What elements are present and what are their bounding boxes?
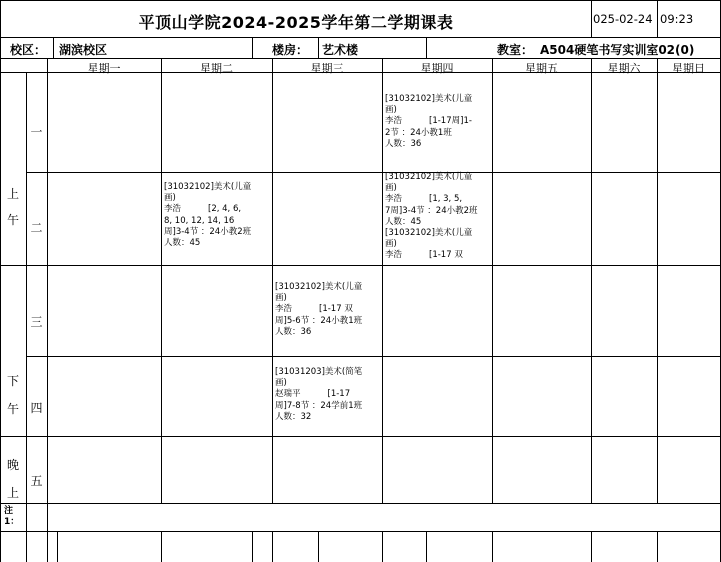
course-line: 画) [275,378,287,389]
course-line: 李浩 [1-17 双 [275,304,353,315]
period-afternoon-1: 下 [6,374,19,388]
page-title: 平顶山学院2024-2025学年第二学期课表 [138,13,454,32]
course-line: 李浩 [1-17 双 [385,250,463,261]
day-header-sat: 星期六 [607,62,641,75]
course-line: 7周]3-4节 ：24小教2班 [385,205,478,216]
course-line: 画) [275,293,287,304]
course-line: 人数：36 [385,138,422,149]
period-afternoon-2: 午 [6,402,19,416]
day-header-mon: 星期一 [87,62,121,75]
day-header-sun: 星期日 [672,62,705,75]
course-line: [31032102]美术(儿童 [164,182,252,192]
course-line: [31032102]美术(儿童 [275,282,363,292]
course-line: 周]7-8节 ：24学前1班 [275,400,363,411]
day-header-thu: 星期四 [420,62,454,75]
room-value: A504硬笔书写实训室02(0) [540,43,695,57]
section-4: 四 [30,401,43,415]
course-line: 画) [164,193,176,204]
course-line: 8, 10, 12, 14, 16 [164,215,235,226]
campus-value: 湖滨校区 [59,43,108,57]
note-label [4,506,19,528]
course-line: 周]5-6节 ：24小教1班 [275,315,363,326]
section-1: 一 [30,125,43,139]
course-line: 周]3-4节 ：24小教2班 [164,226,252,237]
course-line: [31032102]美术(儿童 [385,228,473,239]
room-label: 教室： [497,43,534,57]
course-line: 李浩 [1, 3, 5, [385,194,463,205]
building-value: 艺术楼 [322,43,359,57]
course-cell-wed-4 [273,366,382,436]
course-cell-tue-2 [162,181,272,265]
course-line: 画) [385,183,397,194]
course-line: 画) [385,239,397,250]
course-line: 赵瑞平 [1-17 [275,389,351,400]
period-morning-1: 上 [6,187,19,201]
course-line: [31032102]美术(儿童 [385,94,473,104]
day-header-fri: 星期五 [525,62,558,75]
print-time: 09:23 [660,12,694,26]
section-5: 五 [30,474,43,488]
print-date: 025-02-24 [593,12,653,26]
day-header-tue: 星期二 [200,62,233,75]
course-line: [31031203]美术(简笔 [275,367,363,377]
note-label-line-1: 注 [4,506,14,516]
section-3: 三 [30,315,43,329]
course-line: 人数：32 [275,411,312,422]
period-morning-2: 午 [6,213,19,227]
period-evening-2: 上 [6,486,19,500]
course-cell-wed-3 [273,281,382,356]
course-line: [31032102]美术(儿童 [385,172,473,182]
course-cell-thu-2 [383,171,492,265]
campus-label: 校区： [10,43,47,57]
section-2: 二 [30,221,43,235]
course-line: 2节 ：24小教1班 [385,127,452,138]
course-line: 李浩 [2, 4, 6, [164,204,242,215]
course-line: 人数：36 [275,326,312,337]
course-line: 画) [385,105,397,116]
building-label: 楼房： [272,43,309,57]
course-line: 李浩 [1-17周]1- [385,116,472,127]
course-line: 人数：45 [164,238,201,249]
note-label-line-2: 1： [4,517,20,527]
course-cell-thu-1 [383,93,492,171]
day-header-wed: 星期三 [310,62,344,75]
period-evening-1: 晚 [6,458,19,472]
course-line: 人数：45 [385,216,422,227]
